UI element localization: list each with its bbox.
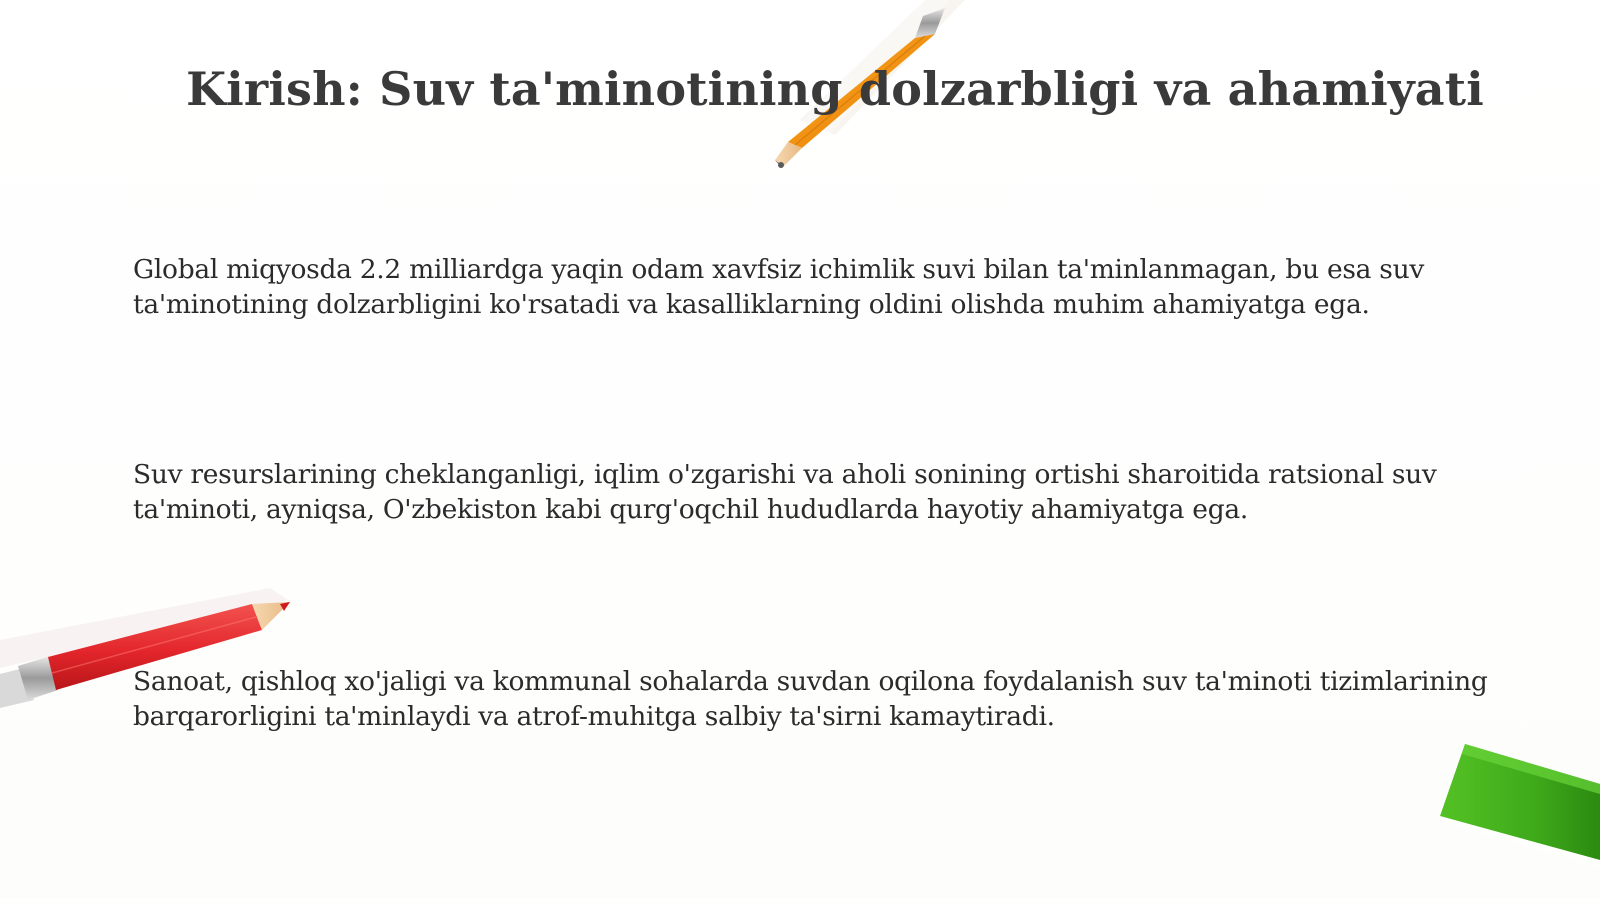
paragraph-rational-water-use: Sanoat, qishloq xo'jaligi va kommunal sohalarda suvdan oqilona foydalanish suv ta'minoti tizimlarining barqarorligini ta'minlaydi va atrof-muhitga salbiy ta'sirni kamaytiradi. <box>133 666 1488 732</box>
green-marker-icon <box>1440 744 1600 868</box>
paragraph-global-water-access: Global miqyosda 2.2 milliardga yaqin odam xavfsiz ichimlik suvi bilan ta'minlanmagan, bu esa suv ta'minotining dolzarbligini ko'rsatadi va kasalliklarning oldini olishda muhim ahamiyatga ega. <box>133 254 1425 320</box>
slide-title: Kirish: Suv ta'minotining dolzarbligi va ahamiyati <box>186 62 1484 116</box>
paragraph-water-resources-limits: Suv resurslarining cheklanganligi, iqlim o'zgarishi va aholi sonining ortishi sharoitida ratsional suv ta'minoti, ayniqsa, O'zbekiston kabi qurg'oqchil hududlarda hayotiy ahamiyatga ega. <box>133 459 1437 525</box>
